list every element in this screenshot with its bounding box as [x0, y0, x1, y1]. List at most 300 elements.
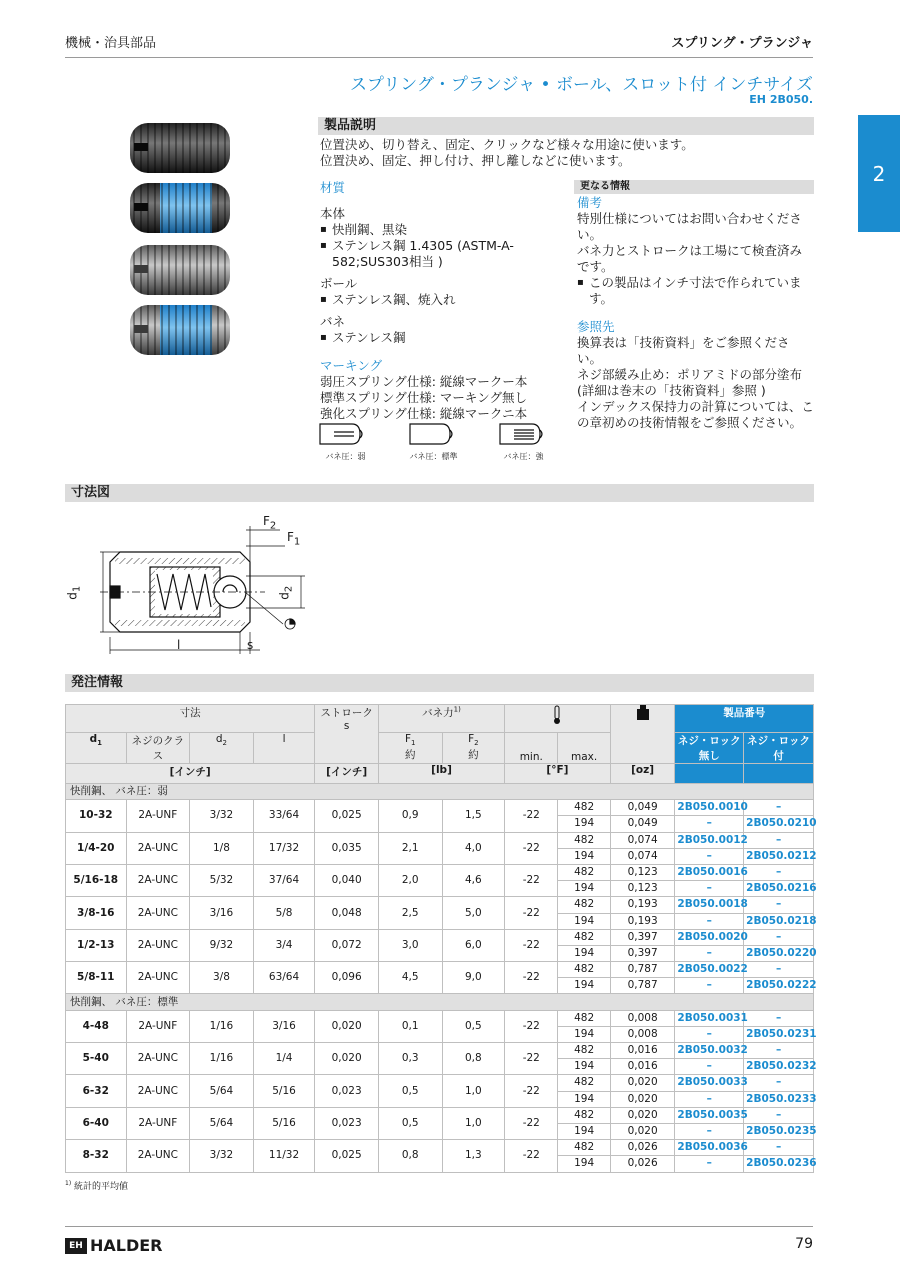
cell-dash: – — [675, 1156, 744, 1172]
cell-f2: 5,0 — [442, 897, 505, 929]
cell-d2: 3/32 — [190, 800, 254, 832]
cell-f1: 2,1 — [378, 832, 442, 864]
cell-max: 194 — [558, 881, 610, 897]
cell-f2: 1,0 — [442, 1107, 505, 1139]
cell-f1: 0,5 — [378, 1107, 442, 1139]
cell-d2: 3/16 — [190, 897, 254, 929]
table-row — [66, 897, 814, 913]
ref-line-1: 換算表は「技術資料」をご参照ください。 — [577, 335, 790, 366]
cell-max: 194 — [558, 1123, 610, 1139]
th-no-lock: ネジ・ロック無し — [675, 733, 744, 764]
footer-divider — [65, 1226, 813, 1227]
label-d1-sub: 1 — [71, 585, 83, 593]
cell-max: 482 — [558, 1075, 610, 1091]
marking-line-2: 標準スプリング仕様: マーキング無し — [320, 390, 528, 405]
cell-stroke: 0,020 — [315, 1043, 379, 1075]
cell-min: -22 — [505, 832, 558, 864]
cell-l: 5/16 — [253, 1075, 315, 1107]
label-l: l — [177, 638, 181, 652]
part-number[interactable]: 2B050.0232 — [744, 1059, 814, 1075]
part-number[interactable]: 2B050.0032 — [675, 1043, 744, 1059]
cell-dash: – — [744, 1107, 814, 1123]
footnote-sup: 1) — [65, 1179, 72, 1187]
cell-stroke: 0,023 — [315, 1075, 379, 1107]
label-d2-text: d — [277, 592, 292, 600]
cell-weight: 0,008 — [610, 1026, 675, 1042]
brand-logo[interactable] — [65, 1236, 163, 1255]
cell-max: 482 — [558, 897, 610, 913]
body-item-2: ▪ ステンレス鋼 1.4305 (ASTM-A-582;SUS303相当 ) — [320, 238, 520, 270]
cell-min: -22 — [505, 800, 558, 832]
header-divider — [65, 57, 813, 58]
th-f1-sub: 1 — [411, 739, 416, 748]
cell-stroke: 0,023 — [315, 1107, 379, 1139]
cell-min: -22 — [505, 897, 558, 929]
label-d1-text: d — [65, 592, 80, 600]
cell-d2: 1/16 — [190, 1043, 254, 1075]
th-min: min. — [505, 733, 558, 764]
th-unit-inch-2: [インチ] — [315, 764, 379, 784]
cell-thread: 2A-UNC — [126, 864, 190, 896]
description-line-1: 位置決め、切り替え、固定、クリックなど様々な用途に使います。 — [320, 137, 694, 152]
cell-weight: 0,016 — [610, 1043, 675, 1059]
cell-f1: 2,5 — [378, 897, 442, 929]
description-text — [320, 137, 814, 169]
body-item-1: ▪ 快削鋼、黒染 — [320, 222, 560, 238]
cell-max: 194 — [558, 945, 610, 961]
footnote — [65, 1179, 814, 1192]
th-unit-oz: [oz] — [610, 764, 675, 784]
part-number[interactable]: 2B050.0233 — [744, 1091, 814, 1107]
th-lock: ネジ・ロック付 — [744, 733, 814, 764]
spring-heading: バネ — [320, 314, 346, 329]
part-number[interactable]: 2B050.0216 — [744, 881, 814, 897]
cell-thread: 2A-UNF — [126, 1107, 190, 1139]
label-d2 — [277, 586, 294, 600]
part-number[interactable]: 2B050.0035 — [675, 1107, 744, 1123]
cell-d1: 4-48 — [66, 1010, 127, 1042]
body-list — [320, 222, 560, 270]
cell-f1: 4,5 — [378, 962, 442, 994]
section-category: 機械・治具部品 — [65, 36, 157, 51]
weight-icon — [636, 705, 650, 721]
cell-dash: – — [675, 1026, 744, 1042]
label-f1-text: F — [287, 530, 294, 544]
description-line-2: 位置決め、固定、押し付け、押し離しなどに使います。 — [320, 153, 631, 168]
cell-d1: 6-40 — [66, 1107, 127, 1139]
label-d2-sub: 2 — [283, 585, 295, 593]
label-f2 — [263, 514, 276, 531]
part-number[interactable]: 2B050.0016 — [675, 864, 744, 880]
cell-max: 194 — [558, 1059, 610, 1075]
cell-max: 482 — [558, 800, 610, 816]
part-number[interactable]: 2B050.0036 — [675, 1140, 744, 1156]
cell-l: 33/64 — [253, 800, 315, 832]
cell-dash: – — [675, 881, 744, 897]
ref-line-3: インデックス保持力の計算については、この章初めの技術情報をご参照ください。 — [577, 399, 814, 430]
cell-stroke: 0,025 — [315, 1140, 379, 1172]
page-number: 79 — [795, 1236, 813, 1252]
cell-dash: – — [675, 1059, 744, 1075]
th-f1-text: F — [404, 733, 412, 745]
dimension-drawing — [65, 512, 325, 662]
th-force-label: バネ力 — [422, 707, 454, 719]
th-stroke-s: s — [343, 720, 350, 732]
cell-d2: 3/32 — [190, 1140, 254, 1172]
th-d1 — [66, 733, 127, 764]
cell-f1: 0,8 — [378, 1140, 442, 1172]
cell-d1: 1/4-20 — [66, 832, 127, 864]
cell-dash: – — [744, 962, 814, 978]
cell-d1: 5/8-11 — [66, 962, 127, 994]
th-force-sup: 1) — [453, 705, 461, 714]
cell-dash: – — [744, 1010, 814, 1026]
cell-dash: – — [744, 1075, 814, 1091]
cell-l: 11/32 — [253, 1140, 315, 1172]
group-row — [66, 994, 814, 1010]
cell-dash: – — [675, 945, 744, 961]
cell-max: 482 — [558, 864, 610, 880]
th-unit-f: [°F] — [505, 764, 611, 784]
cell-dash: – — [744, 800, 814, 816]
cell-f1: 0,9 — [378, 800, 442, 832]
cell-f2: 1,3 — [442, 1140, 505, 1172]
cell-thread: 2A-UNC — [126, 962, 190, 994]
cell-f2: 1,5 — [442, 800, 505, 832]
marking-heading: マーキング — [320, 358, 383, 373]
cell-d1: 5-40 — [66, 1043, 127, 1075]
spring-list — [320, 330, 560, 346]
cell-min: -22 — [505, 1107, 558, 1139]
th-unit-lb: [lb] — [378, 764, 504, 784]
cell-thread: 2A-UNC — [126, 897, 190, 929]
cell-d2: 5/32 — [190, 864, 254, 896]
part-number[interactable]: 2B050.0020 — [675, 929, 744, 945]
part-number[interactable]: 2B050.0018 — [675, 897, 744, 913]
cell-l: 3/16 — [253, 1010, 315, 1042]
cell-stroke: 0,025 — [315, 800, 379, 832]
th-f1-note: 約 — [404, 749, 416, 762]
part-number[interactable]: 2B050.0010 — [675, 800, 744, 816]
th-f2-note: 約 — [468, 749, 479, 762]
cell-thread: 2A-UNC — [126, 1043, 190, 1075]
cell-weight: 0,020 — [610, 1123, 675, 1139]
table-row — [66, 1140, 814, 1156]
marking-line-1: 弱圧スプリング仕様: 縦線マークー本 — [320, 374, 528, 389]
th-d2-sub: 2 — [222, 739, 228, 748]
cell-f2: 1,0 — [442, 1075, 505, 1107]
cell-d1: 10-32 — [66, 800, 127, 832]
th-thread: ネジのクラス — [126, 733, 190, 764]
label-d1 — [65, 586, 82, 600]
spring-icon-strong-label: バネ圧：強 — [503, 452, 544, 461]
ball-item-1: ▪ ステンレス鋼、焼入れ — [320, 292, 560, 308]
cell-weight: 0,020 — [610, 1091, 675, 1107]
cell-min: -22 — [505, 962, 558, 994]
cell-weight: 0,787 — [610, 978, 675, 994]
ball-heading: ボール — [320, 276, 358, 291]
part-number[interactable]: 2B050.0220 — [744, 945, 814, 961]
material-heading: 材質 — [320, 180, 346, 195]
more-info-section — [577, 195, 814, 431]
cell-min: -22 — [505, 1010, 558, 1042]
part-number[interactable]: 2B050.0210 — [744, 816, 814, 832]
notes-line-1: 特別仕様についてはお問い合わせください。 — [577, 211, 802, 242]
cell-weight: 0,049 — [610, 800, 675, 816]
th-f1 — [378, 733, 442, 764]
cell-thread: 2A-UNC — [126, 832, 190, 864]
label-f2-sub: 2 — [269, 520, 277, 532]
cell-max: 482 — [558, 832, 610, 848]
part-number[interactable]: 2B050.0212 — [744, 848, 814, 864]
cell-stroke: 0,035 — [315, 832, 379, 864]
th-l: l — [253, 733, 315, 764]
cell-d1: 8-32 — [66, 1140, 127, 1172]
cell-d2: 9/32 — [190, 929, 254, 961]
cell-thread: 2A-UNC — [126, 1140, 190, 1172]
th-f2-sub: 2 — [474, 739, 479, 748]
logo-mark: EH — [65, 1238, 87, 1254]
cell-stroke: 0,072 — [315, 929, 379, 961]
marking-line-3: 強化スプリング仕様: 縦線マークニ本 — [320, 406, 528, 421]
label-f1 — [287, 530, 300, 547]
cell-weight: 0,020 — [610, 1075, 675, 1091]
cell-thread: 2A-UNF — [126, 1010, 190, 1042]
cell-min: -22 — [505, 1075, 558, 1107]
more-info-bar: 更なる情報 — [574, 180, 814, 194]
cell-thread: 2A-UNC — [126, 929, 190, 961]
cell-d1: 6-32 — [66, 1075, 127, 1107]
th-stroke-label: ストローク — [320, 707, 373, 719]
cell-l: 5/8 — [253, 897, 315, 929]
th-f2 — [442, 733, 505, 764]
cell-d1: 1/2-13 — [66, 929, 127, 961]
part-number[interactable]: 2B050.0235 — [744, 1123, 814, 1139]
cell-f2: 9,0 — [442, 962, 505, 994]
cell-max: 482 — [558, 1010, 610, 1026]
spring-icons-drawing — [318, 420, 568, 448]
cell-dash: – — [744, 929, 814, 945]
cell-d1: 3/8-16 — [66, 897, 127, 929]
chapter-tab[interactable]: 2 — [858, 115, 900, 232]
cell-dash: – — [675, 848, 744, 864]
page-title: スプリング・プランジャ • ボール、スロット付 インチサイズ — [349, 75, 813, 95]
notes-heading: 備考 — [577, 195, 603, 210]
th-max: max. — [558, 733, 610, 764]
section-name: スプリング・プランジャ — [671, 36, 813, 51]
th-d1-sub: 1 — [97, 739, 102, 748]
cell-thread: 2A-UNC — [126, 1075, 190, 1107]
label-f1-sub: 1 — [293, 536, 301, 548]
cell-dash: – — [744, 832, 814, 848]
cell-dash: – — [744, 897, 814, 913]
table-row — [66, 1010, 814, 1026]
notes-line-2: バネ力とストロークは工場にて検査済みです。 — [577, 243, 803, 274]
th-part-no: 製品番号 — [675, 705, 814, 733]
footnote-text: 統計的平均値 — [74, 1181, 129, 1192]
th-stroke — [315, 705, 379, 764]
cell-l: 17/32 — [253, 832, 315, 864]
cell-d2: 1/16 — [190, 1010, 254, 1042]
cell-weight: 0,026 — [610, 1156, 675, 1172]
cell-dash: – — [744, 1140, 814, 1156]
cell-max: 194 — [558, 913, 610, 929]
cell-f1: 0,3 — [378, 1043, 442, 1075]
th-temp — [505, 705, 611, 733]
cell-max: 194 — [558, 978, 610, 994]
part-number[interactable]: 2B050.0022 — [675, 962, 744, 978]
group-label: 快削鋼、 バネ圧：弱 — [66, 784, 814, 800]
cell-weight: 0,397 — [610, 929, 675, 945]
cell-min: -22 — [505, 1043, 558, 1075]
spring-icon-row — [318, 420, 568, 462]
ordering-table-body — [66, 784, 817, 1173]
material-section — [320, 180, 560, 422]
cell-min: -22 — [505, 1140, 558, 1172]
logo-text: HALDER — [90, 1236, 163, 1255]
th-blank-1 — [675, 764, 744, 784]
cell-f1: 2,0 — [378, 864, 442, 896]
cell-f1: 0,5 — [378, 1075, 442, 1107]
table-row — [66, 800, 814, 816]
cell-max: 482 — [558, 929, 610, 945]
cell-f2: 4,6 — [442, 864, 505, 896]
cell-weight: 0,123 — [610, 864, 675, 880]
cell-f1: 3,0 — [378, 929, 442, 961]
spring-icon-weak-label: バネ圧：弱 — [325, 452, 366, 461]
cell-f1: 0,1 — [378, 1010, 442, 1042]
th-weight — [610, 705, 675, 764]
cell-max: 194 — [558, 1091, 610, 1107]
cell-l: 3/4 — [253, 929, 315, 961]
cell-max: 482 — [558, 1043, 610, 1059]
cell-dash: – — [675, 816, 744, 832]
cell-max: 194 — [558, 816, 610, 832]
ball-list — [320, 292, 560, 308]
description-heading: 製品説明 — [318, 117, 814, 135]
table-row — [66, 1107, 814, 1123]
cell-d2: 3/8 — [190, 962, 254, 994]
cell-weight: 0,016 — [610, 1059, 675, 1075]
cell-f2: 4,0 — [442, 832, 505, 864]
cell-f2: 0,8 — [442, 1043, 505, 1075]
th-f2-text: F — [468, 733, 475, 745]
cell-stroke: 0,096 — [315, 962, 379, 994]
body-heading: 本体 — [320, 206, 346, 221]
part-number[interactable]: 2B050.0222 — [744, 978, 814, 994]
cell-weight: 0,020 — [610, 1107, 675, 1123]
cell-weight: 0,397 — [610, 945, 675, 961]
cell-dash: – — [675, 978, 744, 994]
ordering-table-wrap — [65, 704, 817, 1192]
cell-dash: – — [675, 1091, 744, 1107]
label-f2-text: F — [263, 514, 270, 528]
cell-weight: 0,193 — [610, 913, 675, 929]
cell-d2: 5/64 — [190, 1075, 254, 1107]
part-number[interactable]: 2B050.0033 — [675, 1075, 744, 1091]
th-d1-text: d — [89, 733, 98, 745]
cell-max: 194 — [558, 1026, 610, 1042]
table-row — [66, 1075, 814, 1091]
spring-item-1: ▪ ステンレス鋼 — [320, 330, 560, 346]
th-unit-inch: [インチ] — [66, 764, 315, 784]
cell-weight: 0,123 — [610, 881, 675, 897]
cell-l: 5/16 — [253, 1107, 315, 1139]
cell-weight: 0,008 — [610, 1010, 675, 1026]
th-blank-2 — [744, 764, 814, 784]
ordering-heading: 発注情報 — [65, 674, 814, 692]
part-number[interactable]: 2B050.0012 — [675, 832, 744, 848]
label-s: s — [247, 638, 254, 652]
part-number[interactable]: 2B050.0231 — [744, 1026, 814, 1042]
ref-line-2: ネジ部緩み止め：ポリアミドの部分塗布 (詳細は巻末の「技術資料」参照 ) — [577, 367, 803, 398]
cell-stroke: 0,020 — [315, 1010, 379, 1042]
table-row — [66, 832, 814, 848]
cell-l: 1/4 — [253, 1043, 315, 1075]
cell-weight: 0,049 — [610, 816, 675, 832]
spring-icon-standard-label: バネ圧：標準 — [409, 452, 458, 461]
th-d2-text: d — [215, 733, 223, 745]
cell-weight: 0,074 — [610, 848, 675, 864]
part-number[interactable]: 2B050.0031 — [675, 1010, 744, 1026]
table-row — [66, 864, 814, 880]
cell-max: 482 — [558, 962, 610, 978]
cell-max: 194 — [558, 1156, 610, 1172]
cell-d1: 5/16-18 — [66, 864, 127, 896]
th-d2 — [190, 733, 254, 764]
cell-d2: 1/8 — [190, 832, 254, 864]
cell-stroke: 0,040 — [315, 864, 379, 896]
cell-weight: 0,074 — [610, 832, 675, 848]
cell-d2: 5/64 — [190, 1107, 254, 1139]
thermometer-icon — [552, 705, 562, 725]
cell-f2: 6,0 — [442, 929, 505, 961]
cell-weight: 0,193 — [610, 897, 675, 913]
cell-stroke: 0,048 — [315, 897, 379, 929]
cell-weight: 0,787 — [610, 962, 675, 978]
cell-weight: 0,026 — [610, 1140, 675, 1156]
notes-list — [577, 275, 814, 307]
group-label: 快削鋼、 バネ圧：標準 — [66, 994, 814, 1010]
table-row — [66, 962, 814, 978]
cell-dash: – — [744, 1043, 814, 1059]
th-dims: 寸法 — [66, 705, 315, 733]
dimensions-heading: 寸法図 — [65, 484, 814, 502]
cell-thread: 2A-UNF — [126, 800, 190, 832]
part-number[interactable]: 2B050.0218 — [744, 913, 814, 929]
notes-bullet: ▪ この製品はインチ寸法で作られています。 — [577, 275, 814, 307]
product-photo-drawing — [110, 115, 260, 365]
cell-l: 63/64 — [253, 962, 315, 994]
product-code: EH 2B050. — [749, 93, 813, 106]
cell-min: -22 — [505, 864, 558, 896]
th-force — [378, 705, 504, 733]
ordering-table — [65, 704, 817, 1173]
cell-dash: – — [675, 1123, 744, 1139]
table-row — [66, 1043, 814, 1059]
cell-dash: – — [744, 864, 814, 880]
product-photo — [110, 115, 260, 365]
cell-max: 482 — [558, 1107, 610, 1123]
group-row — [66, 784, 814, 800]
part-number[interactable]: 2B050.0236 — [744, 1156, 814, 1172]
cell-l: 37/64 — [253, 864, 315, 896]
cell-max: 194 — [558, 848, 610, 864]
cell-dash: – — [675, 913, 744, 929]
cell-max: 482 — [558, 1140, 610, 1156]
table-row — [66, 929, 814, 945]
cell-min: -22 — [505, 929, 558, 961]
